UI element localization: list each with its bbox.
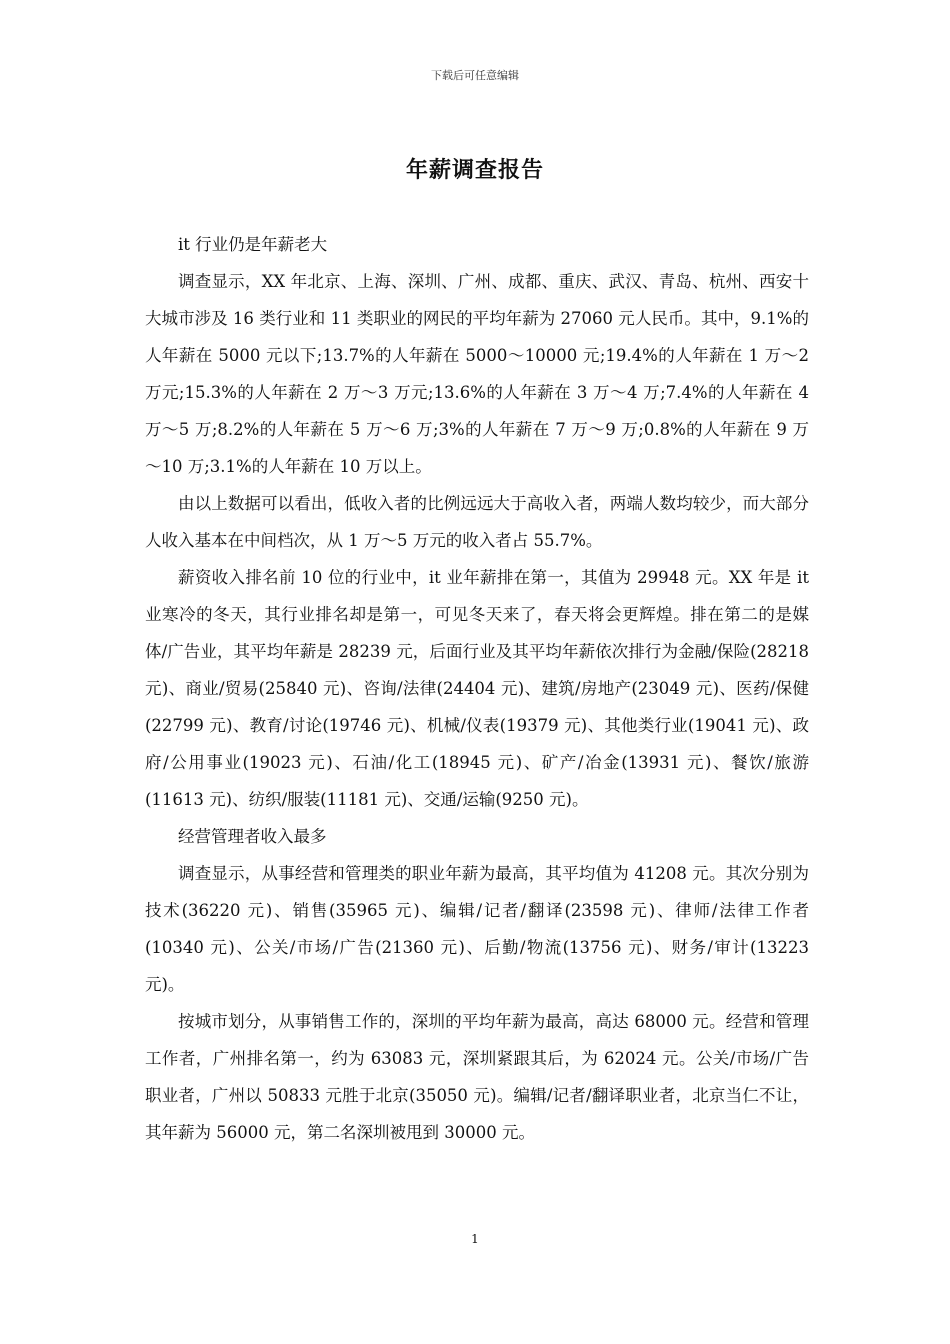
page-number: 1 xyxy=(471,1232,479,1246)
paragraph-income-distribution: 由以上数据可以看出，低收入者的比例远远大于高收入者，两端人数均较少，而大部分人收入基本在中间档次，从 1 万～5 万元的收入者占 55.7%。 xyxy=(145,494,809,550)
paragraph-city-ranking: 按城市划分，从事销售工作的，深圳的平均年薪为最高，高达 68000 元。经营和管理工作者，广州排名第一，约为 63083 元，深圳紧跟其后，为 62024 元。公关/市场/广告职业者，广州以 50833 元胜于北京(35050 元)。编辑/记者/翻译职业者，北京当仁不让，其年薪为 56000 元，第二名深圳被甩到 30000 元。 xyxy=(145,1012,809,1142)
paragraph-survey-overview: 调查显示，XX 年北京、上海、深圳、广州、成都、重庆、武汉、青岛、杭州、西安十大城市涉及 16 类行业和 11 类职业的网民的平均年薪为 27060 元人民币。其中，9.1%的人年薪在 5000 元以下;13.7%的人年薪在 5000～10000 元;19.4%的人年薪在 1 万～2 万元;15.3%的人年薪在 2 万～3 万元;13.6%的人年薪在 3 万～4 万;7.4%的人年薪在 4 万～5 万;8.2%的人年薪在 5 万～6 万;3%的人年薪在 7 万～9 万;0.8%的人年薪在 9 万～10 万;3.1%的人年薪在 10 万以上。 xyxy=(145,272,809,476)
section-heading-management: 经营管理者收入最多 xyxy=(178,827,327,846)
paragraph-occupation-ranking: 调查显示，从事经营和管理类的职业年薪为最高，其平均值为 41208 元。其次分别为技术(36220 元)、销售(35965 元)、编辑/记者/翻译(23598 元)、律师/法律工作者(10340 元)、公关/市场/广告(21360 元)、后勤/物流(13756 元)、财务/审计(13223 元)。 xyxy=(145,864,809,994)
paragraph-industry-ranking: 薪资收入排名前 10 位的行业中，it 业年薪排在第一，其值为 29948 元。XX 年是 it 业寒冷的冬天，其行业排名却是第一，可见冬天来了，春天将会更辉煌。排在第二的是媒体/广告业，其平均年薪是 28239 元，后面行业及其平均年薪依次排行为金融/保险(28218 元)、商业/贸易(25840 元)、咨询/法律(24404 元)、建筑/房地产(23049 元)、医药/保健(22799 元)、教育/讨论(19746 元)、机械/仪表(19379 元)、其他类行业(19041 元)、政府/公用事业(19023 元)、石油/化工(18945 元)、矿产/冶金(13931 元)、餐饮/旅游(11613 元)、纺织/服装(11181 元)、交通/运输(9250 元)。 xyxy=(145,568,809,809)
page-header-note: 下载后可任意编辑 xyxy=(431,69,519,82)
document-body xyxy=(145,226,809,1151)
document-title: 年薪调查报告 xyxy=(405,157,544,183)
section-heading-it-industry: it 行业仍是年薪老大 xyxy=(178,235,328,254)
